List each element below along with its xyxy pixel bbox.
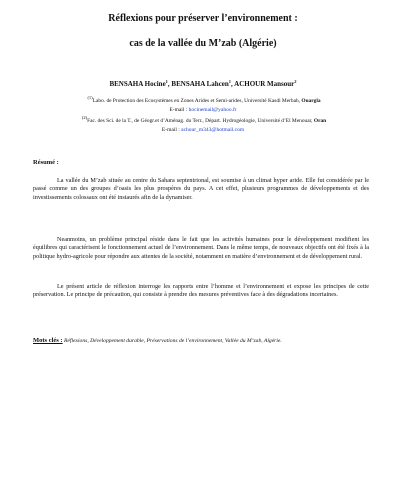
keywords-values: Réflexions, Développement durable, Préservations de l’environnement, Vallée du M’zab, Algérie.: [64, 338, 282, 344]
author-name: ACHOUR Mansour: [234, 80, 295, 88]
email-label: E-mail :: [169, 107, 189, 113]
affiliation-text: Fac. des Sci. de la T., de Géogr.et d’Aménag. du Terr., Départ. Hydrogéologie, Université d’El Menouar,: [87, 118, 314, 124]
affiliation-2: [36, 117, 372, 125]
affiliation-2-email: [0, 126, 406, 134]
author-affiliation-mark: 1: [228, 79, 232, 84]
affiliation-1-email: [0, 106, 406, 114]
abstract-paragraph: Neanmoins, un problème principal réside dans le fait que les activités humaines pour le développement modifient les équilibres qui caractérisent le fonctionnement actuel de l’environnement. Dans le même temps, de nouveaux objectifs ont été fixés à la politique hydro-agricole pour répondre aux attentes de la société, notamment en matière d’environnement et de développement rural.: [33, 236, 369, 260]
affiliation-text: Labo. de Protection des Ecosystèmes en Zones Arides et Semi-arides, Université Kasdi Merbah,: [92, 98, 302, 104]
abstract-heading: Résumé :: [33, 159, 59, 166]
paper-title-line-1: Réflexions pour préserver l’environnement :: [108, 13, 298, 24]
affiliation-mark: (1): [87, 95, 93, 100]
abstract-paragraph: La vallée du M’zab située au centre du Sahara septentrional, est soumise à un climat hyper aride. Elle fut considérée par le passé comme un des groupes d’oasis les plus prospères du pays. A cet effet, plusieurs programmes de développements et des investissements colossaux ont été instaurés afin de la dynamiser.: [33, 177, 369, 201]
affiliation-1: [36, 97, 372, 105]
email-link[interactable]: hocinemail@yahoo.fr: [188, 107, 237, 113]
author-affiliation-mark: 2: [294, 79, 297, 84]
keywords-label: Mots clés :: [33, 337, 63, 344]
affiliation-city: Oran: [313, 118, 327, 124]
author-name: BENSAHA Hocine: [109, 80, 166, 88]
abstract-paragraph: Le présent article de réflexion interroge les rapports entre l’homme et l’environnement et expose les principes de cette préservation. Le principe de précaution, qui consiste à prendre des mesures préventives face à des dégradations incertaines.: [33, 283, 369, 299]
author-separator: ,: [167, 80, 172, 88]
affiliation-mark: (2): [81, 115, 88, 120]
email-link[interactable]: achour_m343@hotmail.com: [181, 127, 245, 133]
author-name: BENSAHA Lahcen: [171, 80, 229, 88]
email-label: E-mail :: [161, 127, 182, 133]
keywords-line: [33, 337, 378, 345]
author-separator: ,: [231, 80, 235, 88]
author-affiliation-mark: 1: [165, 79, 168, 84]
paper-title-line-2: cas de la vallée du M’zab (Algérie): [129, 38, 277, 49]
author-list: [0, 80, 406, 89]
affiliation-city: Ouargla: [301, 98, 321, 104]
